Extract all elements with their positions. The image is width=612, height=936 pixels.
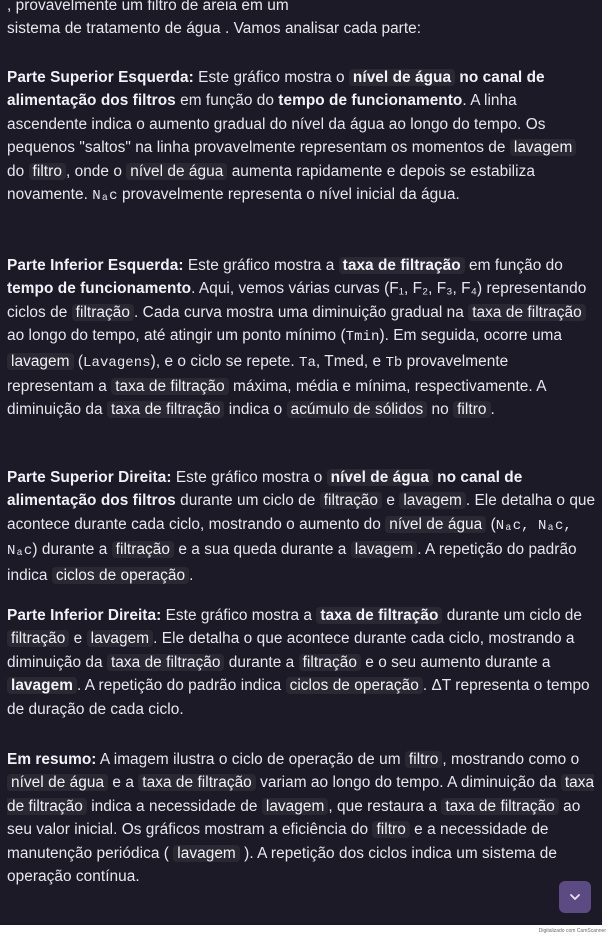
highlight-term[interactable]: ciclos de operação — [52, 567, 189, 584]
paragraph-bottom-left — [7, 254, 597, 422]
symbol-text: Tb — [385, 354, 403, 371]
highlight-term[interactable]: filtro — [29, 163, 66, 180]
highlight-term[interactable]: taxa de filtração — [7, 774, 595, 815]
intro-line-1: , provavelmente um filtro de areia em um — [7, 0, 289, 14]
text-segment: provavelmente representam a — [7, 352, 509, 396]
text-segment: ao seu valor inicial. Os gráficos mostram a eficiência do — [7, 797, 581, 839]
text-segment: . Aqui, vemos várias curvas (F₁, F₂, F₃, F₄) representando ciclos de — [7, 280, 587, 321]
text-segment: em função do — [464, 257, 563, 274]
heading-bottom-left: Parte Inferior Esquerda: — [7, 257, 184, 274]
text-segment: e a necessidade de manutenção periódica ( — [7, 821, 549, 862]
text-segment: , mostrando como o — [442, 751, 580, 768]
paragraph-top-right — [7, 466, 597, 587]
highlight-term[interactable]: lavagem — [510, 139, 577, 156]
text-segment: . A repetição do padrão indica — [7, 541, 577, 584]
text-segment: e — [69, 630, 87, 648]
text-segment: e — [382, 492, 400, 510]
highlight-term[interactable]: acúmulo de sólidos — [287, 401, 428, 418]
text-segment: A imagem ilustra o ciclo de operação de um — [96, 751, 405, 768]
highlight-term[interactable]: taxa de filtração — [339, 257, 465, 274]
highlight-term[interactable]: lavagem — [87, 630, 154, 647]
text-segment: ( — [486, 515, 496, 533]
text-segment: ) durante a — [32, 541, 112, 559]
text-segment: Este gráfico mostra a — [183, 257, 339, 274]
text-segment: , que restaura a — [328, 797, 442, 815]
chevron-down-icon — [568, 890, 582, 904]
highlight-term[interactable]: taxa de filtração — [468, 304, 586, 321]
highlight-term[interactable]: taxa de filtração — [107, 654, 225, 671]
highlight-term[interactable]: lavagem — [262, 798, 329, 815]
scroll-to-bottom-button[interactable] — [559, 881, 591, 913]
symbol-text: Nₐc — [92, 188, 118, 205]
text-segment: durante a — [224, 653, 299, 671]
intro-line-2: sistema de tratamento de água . Vamos analisar cada parte: — [7, 20, 422, 38]
heading-bottom-right: Parte Inferior Direita: — [7, 607, 162, 624]
highlight-term[interactable]: taxa de filtração — [107, 401, 225, 418]
heading-summary: Em resumo: — [7, 751, 97, 768]
highlight-term[interactable]: taxa de filtração — [138, 774, 256, 791]
heading-top-right: Parte Superior Direita: — [7, 469, 172, 486]
text-segment: Este gráfico mostra o — [193, 69, 349, 86]
heading-top-left: Parte Superior Esquerda: — [7, 69, 194, 86]
text-segment: . Ele detalha o que acontece durante cada ciclo, mostrando o aumento do — [7, 492, 596, 533]
bold-term: no canal de alimentação dos filtros — [7, 469, 523, 510]
symbol-text: Tmin — [345, 329, 380, 346]
text-segment: do — [7, 162, 29, 180]
highlight-term[interactable]: filtração — [112, 541, 174, 558]
highlight-term[interactable]: filtração — [299, 654, 361, 671]
text-segment: durante um ciclo de — [175, 492, 320, 510]
text-segment: ). Em seguida, ocorre uma — [379, 327, 563, 345]
highlight-term[interactable]: filtro — [372, 821, 409, 838]
paragraph-summary — [7, 748, 597, 888]
text-segment: , onde o — [65, 162, 127, 180]
highlight-term[interactable]: lavagem — [173, 845, 240, 862]
highlight-term[interactable]: nível de água — [126, 163, 227, 180]
highlight-term[interactable]: ciclos de operação — [286, 677, 423, 694]
highlight-term[interactable]: filtro — [405, 751, 442, 768]
symbol-text: Ta — [299, 354, 316, 371]
highlight-term[interactable]: taxa de filtração — [111, 378, 229, 395]
bold-term: no canal de alimentação dos filtros — [7, 69, 545, 110]
text-segment: . ΔT representa o tempo de duração de cada ciclo. — [7, 677, 590, 718]
highlight-term[interactable]: nível de água — [385, 516, 486, 533]
text-segment: ). A repetição dos ciclos indica um sistema de operação contínua. — [7, 844, 557, 886]
paragraph-top-left — [7, 66, 597, 208]
text-segment: , Tmed, e — [315, 352, 386, 370]
scanner-watermark: Digitalizado com CamScanner — [538, 928, 606, 934]
text-segment: no — [427, 401, 454, 419]
text-segment: durante um ciclo de — [442, 607, 583, 624]
highlight-term[interactable]: lavagem — [399, 492, 466, 509]
highlight-term[interactable]: nível de água — [349, 69, 455, 86]
paragraph-bottom-right — [7, 604, 597, 721]
text-segment: aumenta rapidamente e depois se estabiliza novamente. — [7, 162, 535, 204]
symbol-text: Nₐc, Nₐc, Nₐc — [7, 517, 572, 560]
highlight-term[interactable]: filtração — [72, 304, 134, 321]
highlight-term[interactable]: filtração — [7, 630, 69, 647]
text-segment: Este gráfico mostra o — [171, 469, 327, 486]
text-segment: ( — [73, 352, 84, 370]
highlight-term[interactable]: filtro — [453, 401, 490, 418]
text-segment: e a sua queda durante a — [174, 541, 351, 559]
text-segment: indica o — [224, 401, 287, 419]
text-segment: variam ao longo do tempo. A diminuição da — [255, 774, 561, 792]
text-segment: Este gráfico mostra a — [161, 607, 317, 624]
highlight-term[interactable]: lavagem — [7, 677, 77, 694]
bold-term: tempo de funcionamento — [7, 280, 192, 298]
highlight-term[interactable]: nível de água — [327, 469, 433, 486]
text-segment: em função do — [175, 92, 279, 110]
text-segment: e a — [108, 774, 139, 792]
text-segment: provavelmente representa o nível inicial da água. — [117, 186, 460, 204]
text-segment: e o seu aumento durante a — [360, 653, 551, 671]
text-segment: . Cada curva mostra uma diminuição gradual na — [134, 303, 469, 321]
highlight-term[interactable]: filtração — [320, 492, 382, 509]
text-segment: . Ele detalha o que acontece durante cada ciclo, mostrando a diminuição da — [7, 630, 575, 671]
bold-term: tempo de funcionamento — [278, 92, 463, 110]
intro-paragraph — [7, 0, 597, 41]
text-segment: . A repetição do padrão indica — [76, 677, 286, 695]
highlight-term[interactable]: lavagem — [351, 541, 418, 558]
text-segment: . — [490, 401, 495, 419]
text-segment: ao longo do tempo, até atingir um ponto mínimo ( — [7, 327, 346, 345]
text-segment: . A linha ascendente indica o aumento gradual do nível da água ao longo do tempo. Os pequenos "saltos" na linha provavelmente representam os momentos de — [7, 92, 546, 157]
highlight-term[interactable]: lavagem — [7, 353, 74, 370]
text-segment: ), e o ciclo se repete. — [150, 352, 300, 370]
symbol-text: Lavagens — [83, 354, 151, 371]
text-segment: . — [189, 566, 194, 584]
text-segment: máxima, média e mínima, respectivamente. A diminuição da — [7, 378, 546, 419]
text-segment: indica a necessidade de — [86, 797, 262, 815]
highlight-term[interactable]: taxa de filtração — [316, 607, 442, 624]
highlight-term[interactable]: taxa de filtração — [441, 798, 559, 815]
highlight-term[interactable]: nível de água — [7, 774, 108, 791]
